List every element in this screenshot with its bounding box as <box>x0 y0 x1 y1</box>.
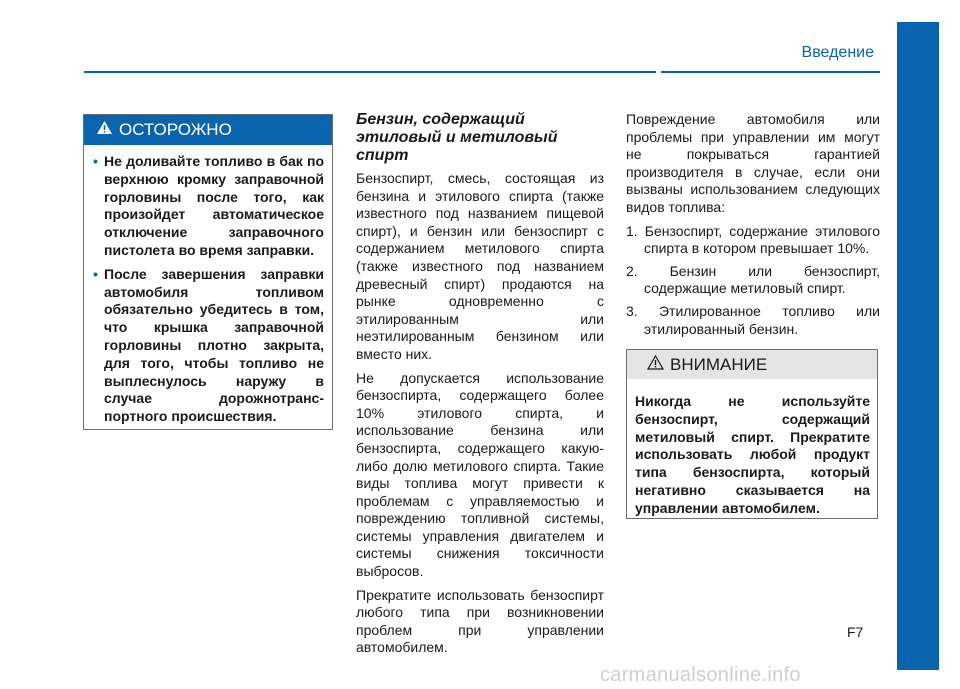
middle-column <box>356 111 604 663</box>
notice-text: Никогда не используйте бензоспирт, содержащий метиловый спирт. Прекратите использовать любой продукт типа бензоспирта, который негативно сказывается на управлении автомобилем. <box>635 393 870 516</box>
caution-item: • Не доливайте топливо в бак по верхнюю кромку заправочной горловины после того, как произойдет автоматическое отключение заправочного пистолета во время заправки. <box>104 153 324 260</box>
paragraph: Прекратите использовать бензоспирт любого типа при возникновении проблем при управлении автомобилем. <box>356 586 604 656</box>
caution-list <box>84 145 332 426</box>
fuel-subtitle: Бензин, содержащий этиловый и метиловый спирт <box>356 111 558 164</box>
header-rule <box>84 71 656 73</box>
header-rule-end <box>661 71 880 73</box>
list-item: 2. Бензин или бензоспирт, содержащие метиловый спирт. <box>626 262 880 297</box>
warranty-intro: Повреждение автомобиля или проблемы при управлении им могут не покрываться гарантией производителя в случае, если они вызваны использованием следующих видов топлива: <box>626 111 880 215</box>
notice-title: ВНИМАНИЕ <box>670 354 768 374</box>
paragraph: Не допускается использование бензоспирта, содержащего более 10% этилового спирта, и использование бензина или бензоспирта, содержащего какую-либо долю метилового спирта. Такие виды топлива могут привести к проблемам с управляемостью и повреждению топливной системы, системы управления двигателем и системы снижения токсичности выбросов. <box>356 369 604 580</box>
caution-title: ОСТОРОЖНО <box>119 120 232 139</box>
notice-box <box>626 349 878 519</box>
notice-header <box>627 350 877 379</box>
section-title: Введение <box>801 44 874 61</box>
caution-box <box>83 114 333 430</box>
chapter-side-bar <box>897 22 939 670</box>
paragraph: Бензоспирт, смесь, состоящая из бензина и этилового спирта (также известного под названием пищевой спирт), и бензин или бензоспирт с содержанием метилового спирта (также известного под названием древесный спирт) продаются на рынке одновременно с этилированным или неэтилированным бензином или вместо них. <box>356 170 604 362</box>
list-item: 3. Этилированное топливо или этилированный бензин. <box>626 302 880 337</box>
caution-header <box>84 115 332 145</box>
warning-triangle-icon <box>96 120 113 140</box>
list-item: 1. Бензоспирт, содержание этилового спирта в котором превышает 10%. <box>626 222 880 257</box>
page-number: F7 <box>847 624 864 640</box>
watermark: carmanualsonline.info <box>600 664 801 686</box>
caution-item: • После завершения заправки автомобиля топливом обязательно убедитесь в том, что крышка заправочной горловины плотно закрыта, для того, чтобы топливо не выплеснулось наружу в случае дорожнотранс-портного происшествия. <box>104 266 324 426</box>
fuel-type-list <box>626 223 880 339</box>
warning-triangle-icon <box>647 355 664 375</box>
right-column <box>626 111 880 343</box>
